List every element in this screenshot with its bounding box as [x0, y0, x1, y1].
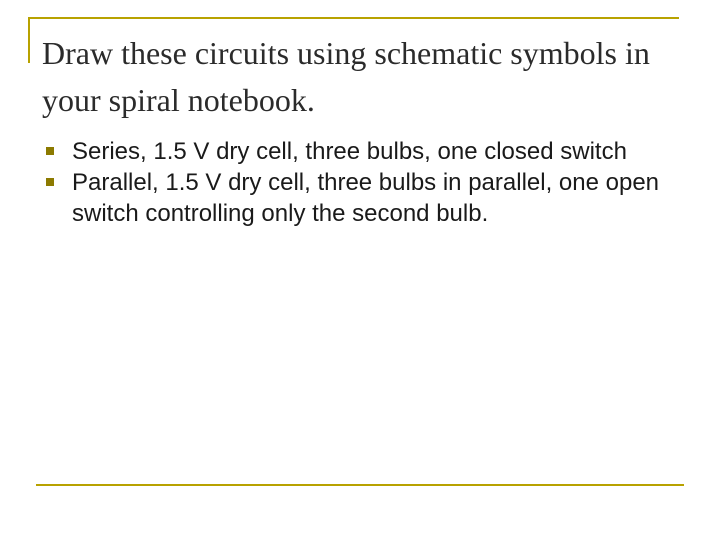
bullet-item-parallel — [46, 167, 686, 229]
bullet-list — [46, 136, 686, 229]
bullet-text-parallel: Parallel, 1.5 V dry cell, three bulbs in parallel, one open switch controlling only the second bulb. — [72, 169, 660, 227]
square-bullet-icon — [46, 147, 54, 155]
bullet-item-series — [46, 136, 686, 167]
slide-title: Draw these circuits using schematic symbols in your spiral notebook. — [42, 35, 650, 118]
bullet-text-series: Series, 1.5 V dry cell, three bulbs, one closed switch — [72, 138, 627, 165]
left-accent-rule — [28, 17, 30, 63]
square-bullet-icon — [46, 178, 54, 186]
bottom-accent-rule — [36, 484, 684, 486]
top-accent-rule — [28, 17, 679, 19]
